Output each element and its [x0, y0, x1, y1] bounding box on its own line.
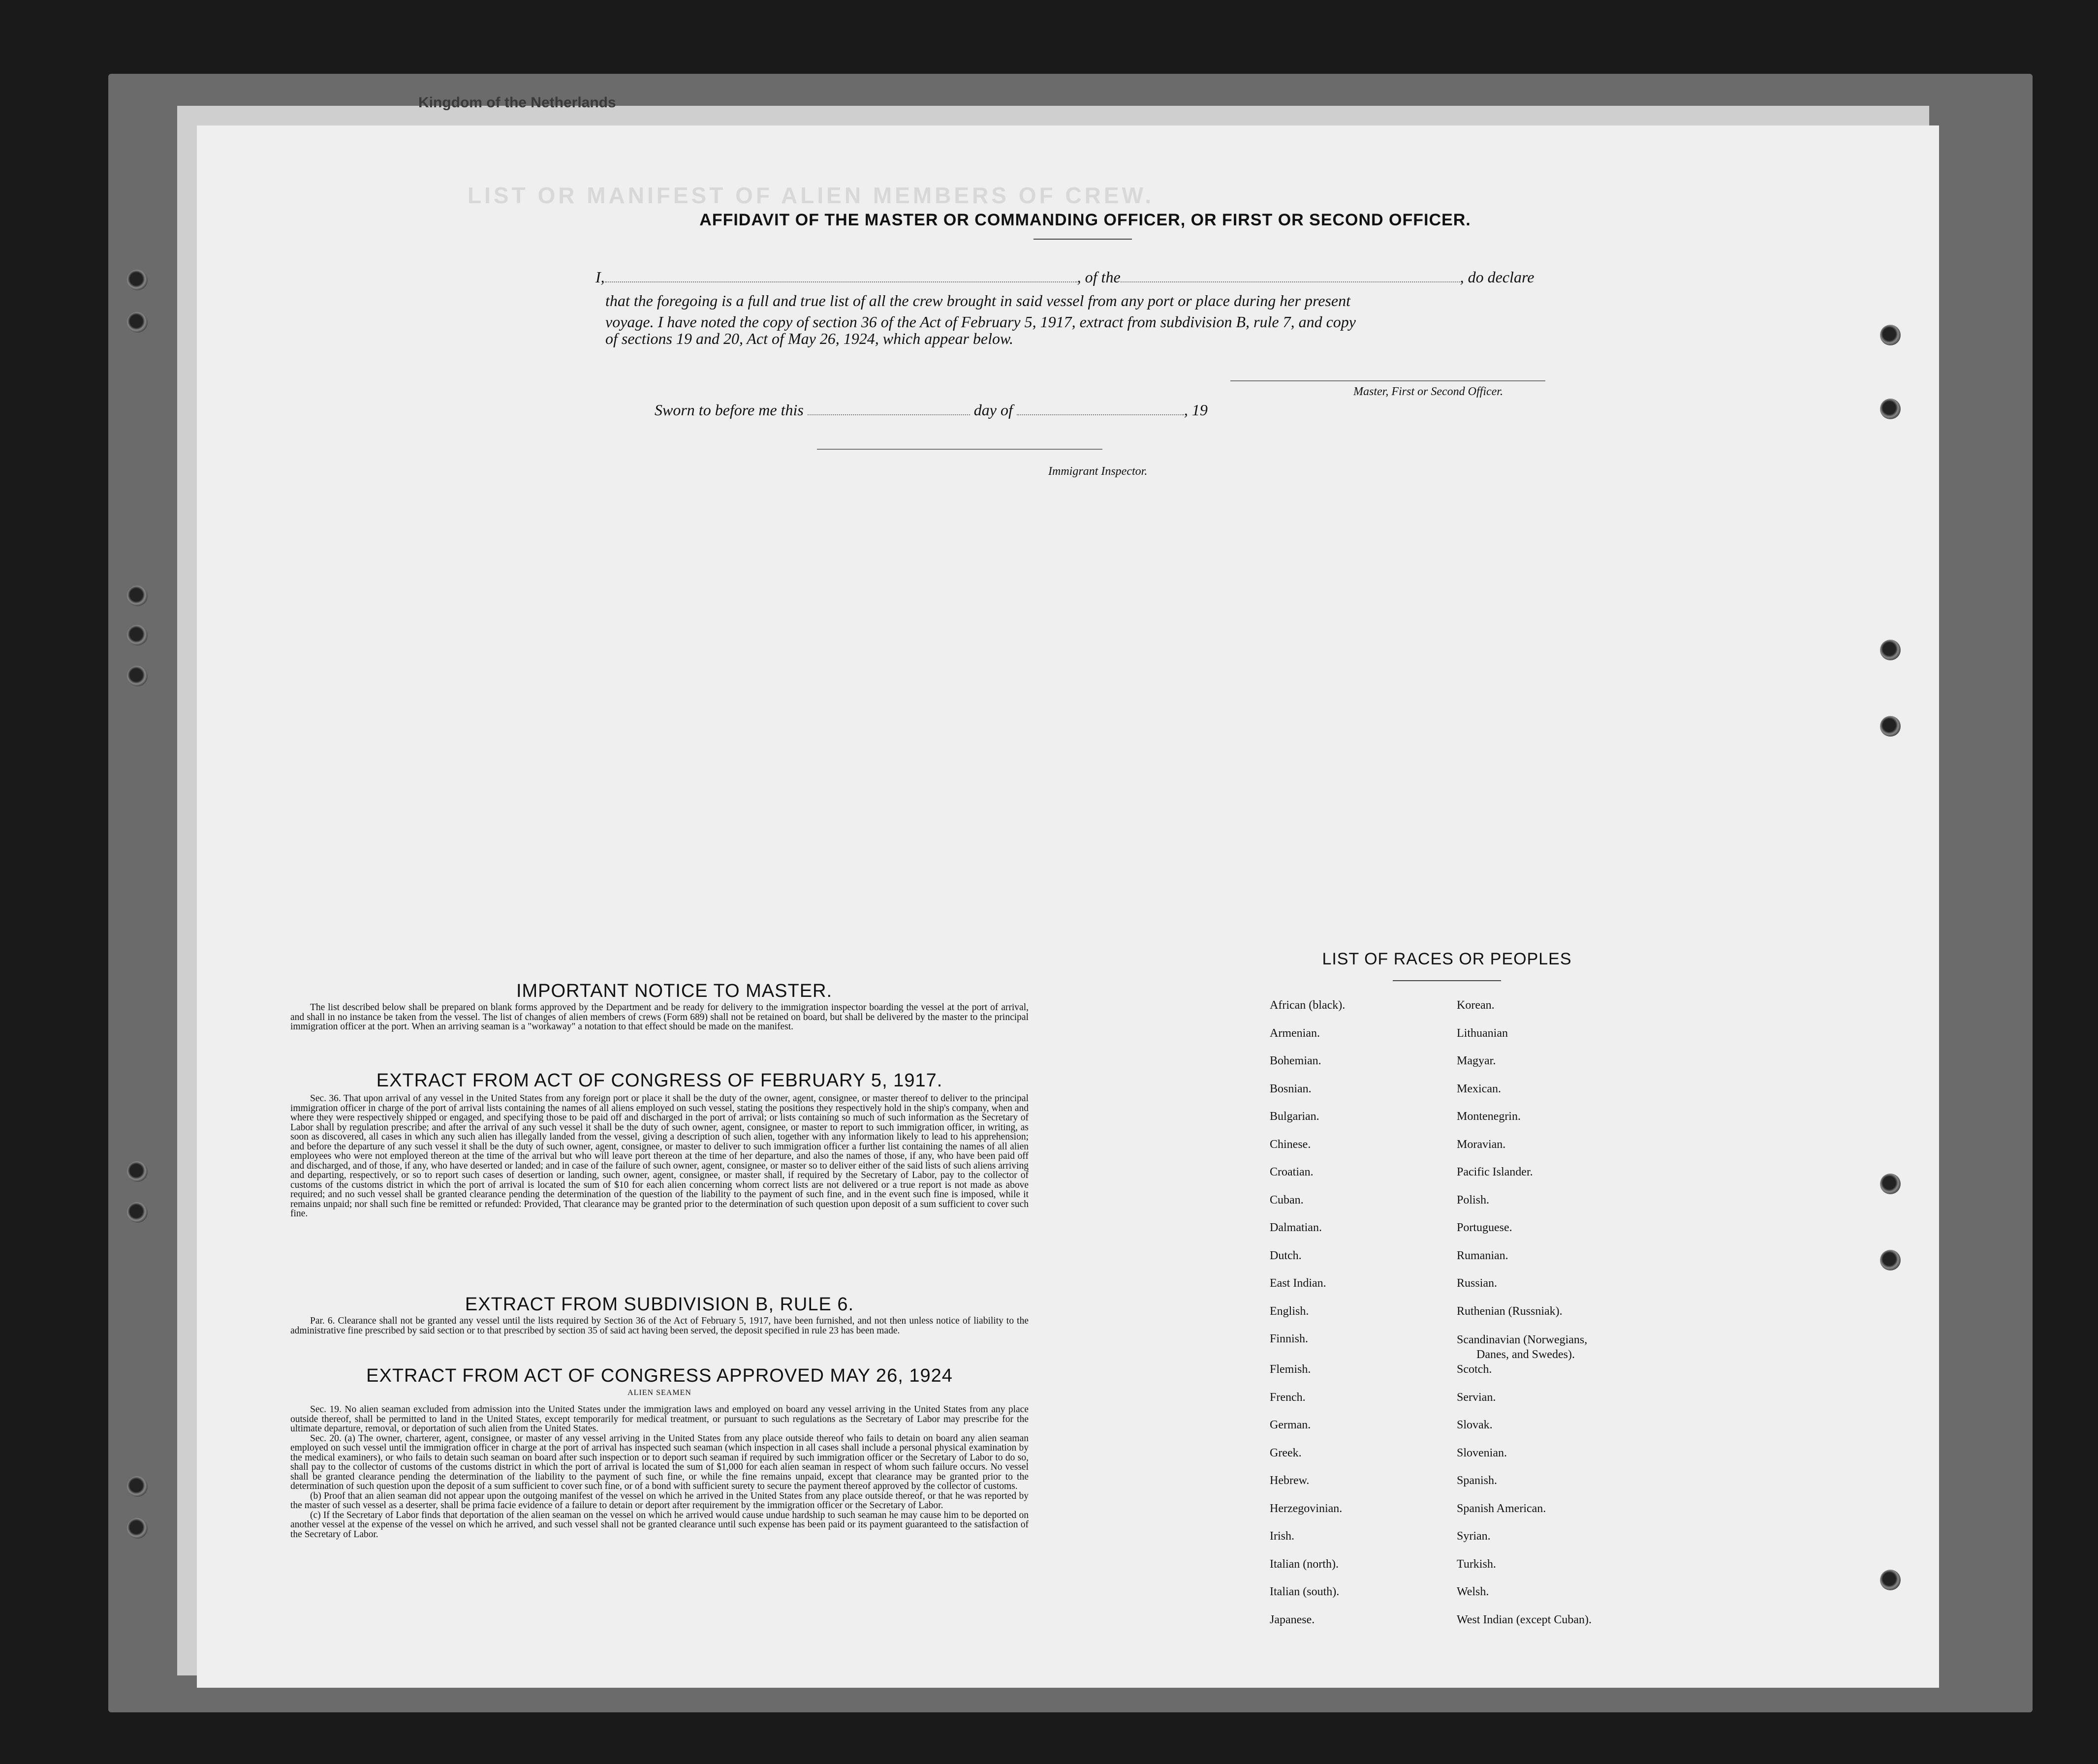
notice-title: IMPORTANT NOTICE TO MASTER. — [516, 981, 833, 1001]
races-title-rule — [1393, 980, 1501, 981]
binder-hole-icon — [1880, 1250, 1901, 1270]
binder-hole-icon — [1880, 399, 1901, 419]
race-item: Welsh. — [1457, 1585, 1489, 1598]
race-item: Korean. — [1457, 999, 1495, 1012]
race-item: Slovak. — [1457, 1419, 1493, 1431]
binder-hole-icon — [127, 270, 148, 290]
sec-19-paragraph: Sec. 19. No alien seaman excluded from admission into the United States under the immigration laws and employed on board any vessel arriving in the United States from any place outside thereof, shall be permitted to land in the United States, except temporarily for medical treatment, or pursuant to such regulations as the Secretary of Labor may prescribe for the ultimate departure, removal, or deportation of such alien from the United States. — [290, 1404, 1029, 1434]
sec-20a-paragraph: Sec. 20. (a) The owner, charterer, agent, consignee, or master of any vessel arriving in the United States from any place outside thereof who fails to detain on board any alien seaman employed on such vessel until the immigration officer in charge at the port of arrival has inspected such seaman (which inspection in all cases shall include a personal physical examination by the medical examiners), or who fails to detain such seaman on board after such inspection or to deport such seaman if required by such immigration officer or the Secretary of Labor to do so, shall pay to the collector of customs of the customs district in which the port of arrival is located the sum of $1,000 for each alien seaman in respect of whom such failure occurs. No vessel shall be granted clearance pending the determination of the liability to the payment of such fine, or while the fine remains unpaid, except that clearance may be granted prior to the determination of such question upon the deposit of a sum sufficient to cover such fine, or of a bond with sufficient surety to secure the payment thereof approved by the collector of customs. — [290, 1433, 1029, 1491]
day-of-label: day of — [973, 401, 1013, 419]
binder-hole-icon — [127, 1476, 148, 1497]
bleed-through-title: LIST OR MANIFEST OF ALIEN MEMBERS OF CREW. — [468, 183, 1155, 208]
affidavit-line-3: voyage. I have noted the copy of section 36 of the Act of February 5, 1917, extract from subdivision B, rule 7, and copy — [605, 313, 1356, 331]
race-item: Irish. — [1270, 1530, 1294, 1543]
race-item: Italian (south). — [1270, 1585, 1340, 1598]
race-item: Portuguese. — [1457, 1221, 1512, 1234]
binder-hole-icon — [127, 1202, 148, 1223]
alien-seamen-subtitle: ALIEN SEAMEN — [627, 1389, 691, 1397]
race-item: English. — [1270, 1304, 1309, 1318]
binder-hole-icon — [127, 1161, 148, 1182]
race-item: Russian. — [1457, 1277, 1498, 1290]
race-item: Servian. — [1457, 1391, 1496, 1404]
binder-hole-icon — [127, 586, 148, 606]
race-item: Spanish American. — [1457, 1502, 1546, 1515]
extract-1924-title: EXTRACT FROM ACT OF CONGRESS APPROVED MAY 26, 1924 — [366, 1365, 953, 1386]
race-item: French. — [1270, 1391, 1306, 1404]
extract-1917-title: EXTRACT FROM ACT OF CONGRESS OF FEBRUARY 5, 1917. — [376, 1070, 943, 1091]
race-item: Slovenian. — [1457, 1446, 1507, 1459]
race-item: Spanish. — [1457, 1474, 1498, 1487]
race-item-continuation: Danes, and Swedes). — [1476, 1348, 1575, 1361]
title-rule — [1033, 239, 1132, 240]
race-item: Bosnian. — [1270, 1082, 1312, 1095]
sworn-month-blank[interactable] — [1017, 409, 1184, 415]
race-item: East Indian. — [1270, 1277, 1326, 1290]
race-item: Croatian. — [1270, 1166, 1314, 1178]
race-item — [1457, 1332, 1592, 1363]
binder-hole-icon — [1880, 640, 1901, 660]
binder-hole-icon — [1880, 1570, 1901, 1590]
binder-hole-icon — [127, 312, 148, 333]
race-item: West Indian (except Cuban). — [1457, 1613, 1592, 1626]
race-item: Dalmatian. — [1270, 1221, 1322, 1234]
binder-hole-icon — [127, 666, 148, 686]
affidavit-line-2: that the foregoing is a full and true list of all the crew brought in said vessel from any port or place during her present — [605, 292, 1350, 309]
of-the-label: , of the — [1077, 268, 1121, 286]
sworn-line — [655, 401, 1208, 419]
extract-1924-body — [290, 1405, 1029, 1539]
race-item: Scotch. — [1457, 1363, 1492, 1376]
rule-6-paragraph: Par. 6. Clearance shall not be granted any vessel until the lists required by Section 36 of the Act of February 5, 1917, have been furnished, and not then unless notice of liability to the administrative fine prescribed by said section or to that prescribed by section 35 of said act having been served, the deposit specified in rule 23 has been made. — [290, 1316, 1029, 1336]
race-item: Moravian. — [1457, 1138, 1506, 1151]
extract-1917-body — [290, 1094, 1029, 1219]
sworn-day-blank[interactable] — [808, 409, 970, 415]
bleed-through-header: Kingdom of the Netherlands — [418, 94, 616, 111]
binder-hole-icon — [127, 1518, 148, 1539]
name-blank[interactable] — [605, 277, 1077, 282]
affidavit-title: AFFIDAVIT OF THE MASTER OR COMMANDING OFFICER, OR FIRST OR SECOND OFFICER. — [699, 211, 1471, 229]
inspector-signature-line — [817, 449, 1102, 450]
race-item: Hebrew. — [1270, 1474, 1310, 1487]
race-item: Mexican. — [1457, 1082, 1501, 1095]
race-item: Armenian. — [1270, 1026, 1320, 1040]
notice-body — [290, 1003, 1029, 1032]
race-item: Polish. — [1457, 1193, 1490, 1207]
rule-6-body — [290, 1316, 1029, 1335]
race-item: Finnish. — [1270, 1332, 1309, 1345]
race-item: Japanese. — [1270, 1613, 1315, 1626]
race-item: African (black). — [1270, 999, 1346, 1012]
race-item: Ruthenian (Russniak). — [1457, 1304, 1563, 1318]
race-item: Cuban. — [1270, 1193, 1304, 1207]
race-item: Dutch. — [1270, 1249, 1302, 1262]
race-item: Syrian. — [1457, 1530, 1491, 1543]
binder-hole-icon — [1880, 1174, 1901, 1194]
sec-20b-paragraph: (b) Proof that an alien seaman did not appear upon the outgoing manifest of the vessel on which he arrived in the United States from any place outside thereof, or that he was reported by the master of such vessel as a deserter, shall be prima facie evidence of a failure to detain or deport after requirement by the immigration officer or the Secretary of Labor. — [290, 1490, 1029, 1511]
rule-6-title: EXTRACT FROM SUBDIVISION B, RULE 6. — [465, 1294, 854, 1315]
race-item: Herzegovinian. — [1270, 1502, 1343, 1515]
sec-20c-paragraph: (c) If the Secretary of Labor finds that deportation of the alien seaman on the vessel on which he arrived would cause undue hardship to such seaman he may cause him to be deported on another vessel at the expense of the vessel on which he arrived, and such vessel shall not be granted clearance until such expense has been paid or its payment guaranteed to the satisfaction of the Secretary of Labor. — [290, 1510, 1029, 1540]
race-item-line: Scandinavian (Norwegians, — [1457, 1333, 1588, 1346]
do-declare-label: , do declare — [1460, 268, 1534, 286]
inspector-caption: Immigrant Inspector. — [1048, 465, 1148, 478]
race-item: Italian (north). — [1270, 1557, 1339, 1571]
master-signature-line — [1230, 380, 1545, 381]
race-item: Chinese. — [1270, 1138, 1311, 1151]
vessel-blank[interactable] — [1121, 277, 1460, 282]
binder-hole-icon — [1880, 325, 1901, 345]
master-caption: Master, First or Second Officer. — [1353, 385, 1503, 398]
binder-hole-icon — [1880, 716, 1901, 737]
race-item: Turkish. — [1457, 1557, 1496, 1571]
i-label: I, — [595, 268, 605, 286]
races-left-column — [1270, 999, 1345, 1641]
race-item: Rumanian. — [1457, 1249, 1508, 1262]
sworn-label: Sworn to before me this — [655, 401, 804, 419]
race-item: German. — [1270, 1419, 1311, 1431]
year-label: , 19 — [1184, 401, 1208, 419]
race-item: Magyar. — [1457, 1054, 1496, 1067]
race-item: Montenegrin. — [1457, 1110, 1521, 1123]
notice-paragraph: The list described below shall be prepared on blank forms approved by the Department and be ready for delivery to the immigration inspector boarding the vessel at the port of arrival, and shall in no instance be taken from the vessel. The list of changes of alien members of crews (Form 689) shall not be retained on board, but shall be delivered by the master to the principal immigration officer at the port. When an arriving seaman is a "workaway" a notation to that effect should be made on the manifest. — [290, 1002, 1029, 1032]
race-item: Greek. — [1270, 1446, 1302, 1459]
race-item: Flemish. — [1270, 1363, 1311, 1376]
races-title: LIST OF RACES OR PEOPLES — [1322, 950, 1572, 968]
affidavit-line-1 — [595, 268, 1534, 286]
affidavit-line-4: of sections 19 and 20, Act of May 26, 1924, which appear below. — [605, 330, 1013, 347]
binder-hole-icon — [127, 625, 148, 646]
extract-1917-paragraph: Sec. 36. That upon arrival of any vessel in the United States from any foreign port or place it shall be the duty of the owner, agent, consignee, or master thereof to deliver to the principal immigration officer in charge of the port of arrival lists containing the names of all aliens employed on such vessel, stating the positions they respectively hold in the ship's company, when and where they were respectively shipped or engaged, and specifying those to be paid off and discharged in the port of arrival; or lists containing so much of such information as the Secretary of Labor shall by regulation prescribe; and after the arrival of any such vessel it shall be the duty of such owner, agent, consignee, or master to report to such immigration officer, in writing, as soon as discovered, all cases in which any such alien has illegally landed from the vessel, giving a description of such alien, together with any information likely to lead to his apprehension; and before the departure of any such vessel it shall be the duty of such owner, agent, consignee, or master to deliver to such immigration officer a further list containing the names of all alien employees who were not employed thereon at the time of the arrival but who will leave port thereon at the time of her departure, and also the names of those, if any, who have been paid off and discharged, and of those, if any, who have deserted or landed; and in case of the failure of such owner, agent, consignee, or master so to deliver either of the said lists of such aliens arriving and departing, respectively, or so to report such cases of desertion or landing, such owner, agent, consignee, or master shall, if required by the Secretary of Labor, pay to the collector of customs of the customs district in which the port of arrival is located the sum of $10 for each alien concerning whom correct lists are not delivered or a true report is not made as above required; and no such vessel shall be granted clearance pending the determination of the question of the liability to the payment of such fine, and in the event such fine is imposed, while it remains unpaid; nor shall such fine be remitted or refunded: Provided, That clearance may be granted prior to the determination of such question upon deposit of a sum sufficient to cover such fine. — [290, 1093, 1029, 1219]
race-item: Bulgarian. — [1270, 1110, 1319, 1123]
race-item: Lithuanian — [1457, 1026, 1508, 1040]
race-item: Pacific Islander. — [1457, 1166, 1533, 1178]
races-right-column — [1457, 999, 1592, 1641]
race-item: Bohemian. — [1270, 1054, 1321, 1067]
